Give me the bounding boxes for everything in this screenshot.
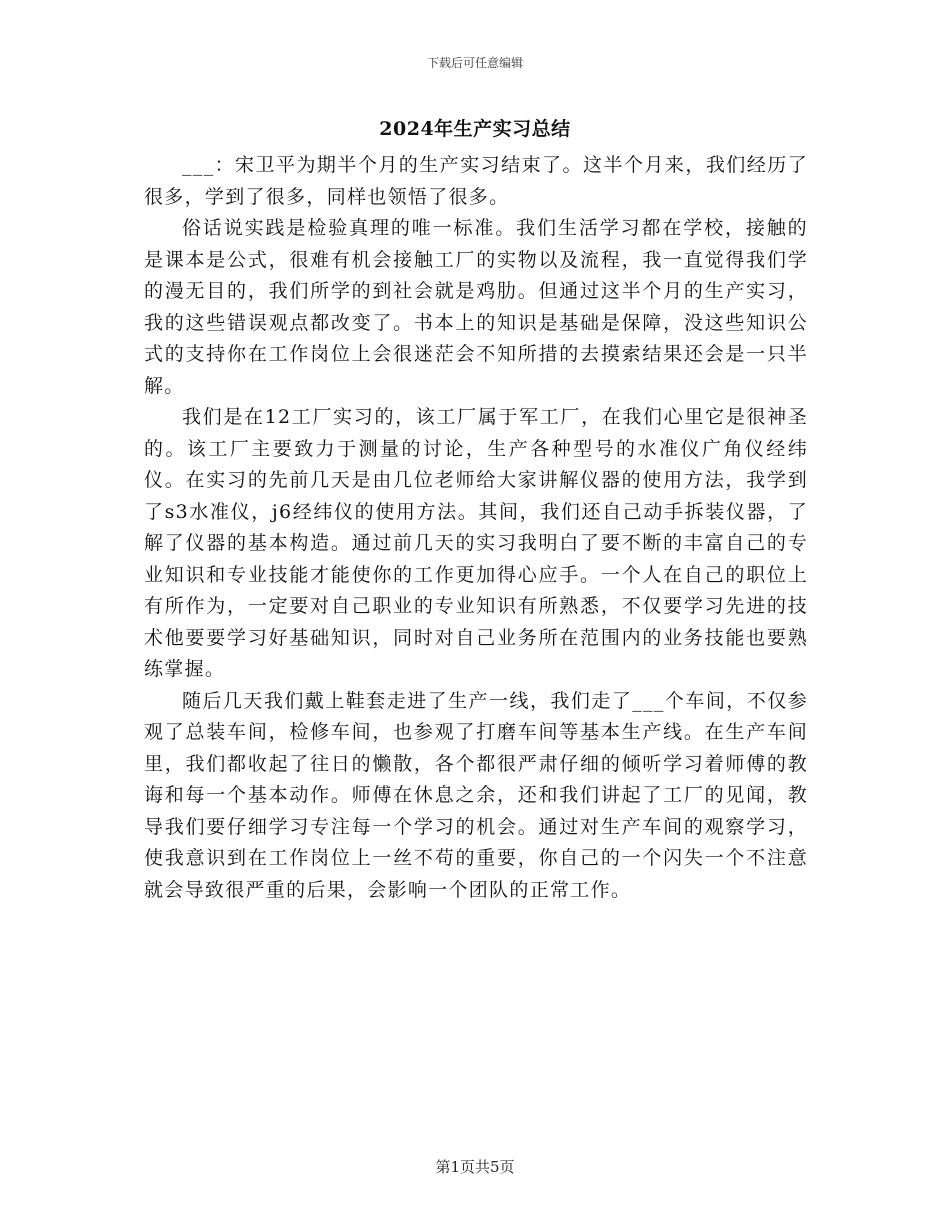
document-body: [144, 150, 808, 906]
paragraph-1: ___：宋卫平为期半个月的生产实习结束了。这半个月来，我们经历了很多，学到了很多，同样也领悟了很多。: [144, 154, 808, 208]
paragraph-4: 随后几天我们戴上鞋套走进了生产一线，我们走了___个车间，不仅参观了总装车间，检修车间，也参观了打磨车间等基本生产线。在生产车间里，我们都收起了往日的懒散，各个都很严肃仔细的倾听学习着师傅的教诲和每一个基本动作。师傅在休息之余，还和我们讲起了工厂的见闻，教导我们要仔细学习专注每一个学习的机会。通过对生产车间的观察学习，使我意识到在工作岗位上一丝不苟的重要，你自己的一个闪失一个不注意就会导致很严重的后果，会影响一个团队的正常工作。: [144, 689, 808, 901]
paragraph-3: 我们是在12工厂实习的，该工厂属于军工厂，在我们心里它是很神圣的。该工厂主要致力于测量的讨论，生产各种型号的水准仪广角仪经纬仪。在实习的先前几天是由几位老师给大家讲解仪器的使用方法，我学到了s3水准仪，j6经纬仪的使用方法。其间，我们还自己动手拆装仪器，了解了仪器的基本构造。通过前几天的实习我明白了要不断的丰富自己的专业知识和专业技能才能使你的工作更加得心应手。一个人在自己的职位上有所作为，一定要对自己职业的专业知识有所熟悉，不仅要学习先进的技术他要要学习好基础知识，同时对自己业务所在范围内的业务技能也要熟练掌握。: [144, 406, 808, 680]
page-number: 第1页共5页: [435, 1158, 515, 1176]
header-note: 下载后可任意编辑: [426, 56, 523, 70]
paragraph-2: 俗话说实践是检验真理的唯一标准。我们生活学习都在学校，接触的是课本是公式，很难有机会接触工厂的实物以及流程，我一直觉得我们学的漫无目的，我们所学的到社会就是鸡肋。但通过这半个月的生产实习，我的这些错误观点都改变了。书本上的知识是基础是保障，没这些知识公式的支持你在工作岗位上会很迷茫会不知所措的去摸索结果还会是一只半解。: [144, 217, 808, 397]
document-title: 2024年生产实习总结: [379, 118, 571, 140]
